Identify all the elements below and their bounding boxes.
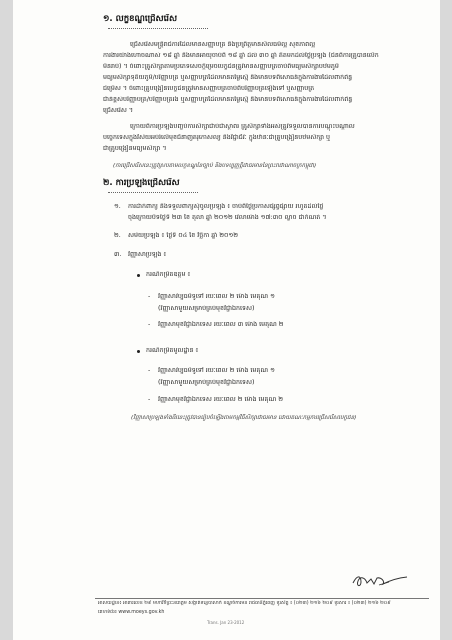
text-line: ជាន់ខ្ពស់បរិញ្ញាបត្រ/បរិញ្ញាបត្ររង ឬសញ្ញាបត្រដែលមានតម្លៃស្មើ និងមានបទពិសោធន៍ក្នុងការងារដែលពាក់ព័ន្ធ bbox=[103, 96, 353, 103]
section-2-note: (វិញ្ញាសាប្រឡងទាំងពីរនេះត្រូវបានរៀបចំឡើងតាមកម្មវិធីសិក្សាជាធរមាន ដោយគណៈកម្មការជ្រើសរើសបេក្ខជន) bbox=[131, 415, 357, 421]
item-number: ១. bbox=[114, 203, 121, 210]
group-label: ករណីកម្រិតមូលដ្ឋាន ៖ bbox=[146, 347, 199, 354]
text-line: វិញ្ញាសាប្រឡង ៖ bbox=[128, 251, 167, 258]
heading-underline bbox=[108, 28, 208, 29]
item-number: ៣. bbox=[114, 251, 122, 258]
bullet-icon bbox=[137, 274, 140, 277]
section-2-heading: ២. ការប្រឡងជ្រើសរើស bbox=[103, 178, 180, 188]
bullet-icon bbox=[137, 350, 140, 353]
text-line: ជាគ្រូបង្រៀនមធ្យមសិក្សា ។ bbox=[103, 145, 167, 152]
subject-note: (វិញ្ញាសាមួយសម្រាប់គ្រប់មុខវិជ្ជាឯកទេស) bbox=[158, 305, 255, 312]
document-page bbox=[13, 0, 440, 640]
dash-icon: - bbox=[148, 367, 151, 374]
text-line: មធ្យមសិក្សាទុតិយភូមិ/បរិញ្ញាបត្រ ឬសញ្ញាបត្រដែលមានតម្លៃស្មើ និងមានបទពិសោធន៍ក្នុងការងារដែលពាក់ព័ន្ធ bbox=[103, 74, 353, 81]
text-line: ជ្រើសរើស ។ bbox=[103, 107, 134, 114]
subject-line: វិញ្ញាសាវប្បធម៌ទូទៅ រយៈពេល ២ ម៉ោង មេគុណ ១ bbox=[158, 293, 275, 300]
heading-underline bbox=[108, 192, 198, 193]
subject-line: វិញ្ញាសាមុខវិជ្ជាឯកទេស រយៈពេល ២ ម៉ោង មេគុណ ២ bbox=[158, 396, 283, 403]
dash-icon: - bbox=[148, 396, 151, 403]
text-line: មិនរាប់) ។ ចំពោះគ្រូសិក្សាតាមប្រភេទសេចក្ដីម្រេចបេក្ខជនត្រូវមានសញ្ញាបត្រចាប់ពីមធ្យមសិក្សាបឋមភូមិ bbox=[103, 63, 339, 70]
text-line: ការដាក់ពាក្យ និងទទួលពាក្យសុំចូលប្រឡង ៖ ចាប់ពីថ្ងៃប្រកាសផ្សព្វផ្សាយ រហូតដល់ថ្ងៃ bbox=[128, 203, 324, 210]
footer-address: អាសយដ្ឋាន៖ អាគារលេខ ២៩ មហាវិថីព្រះនរោត្តម សង្កាត់ទន្លេបាសាក់ ខណ្ឌចំការមន រាជធានីភ្នំពេញ ទូរស័ព្ទ ៖ (០២៣) ២១៦ ២០៩ ទូរសារ ៖ (០២៣) ២១៦ ២០៩ bbox=[98, 601, 391, 606]
text-line: សម័យប្រឡង ៖ ថ្ងៃទី ០៤ ខែ វិច្ឆិកា ឆ្នាំ ២០១២ bbox=[128, 232, 238, 239]
footer-divider bbox=[95, 598, 429, 599]
text-line: ការងារយ៉ាងហោចណាស់ ១៨ ឆ្នាំ និងមានអាយុចាប់ពី ១៨ ឆ្នាំ ដល់ ៣០ ឆ្នាំ គិតមកដល់ថ្ងៃប្រឡង (ជនពិការគ្រូបានលើក bbox=[103, 52, 379, 59]
subject-line: វិញ្ញាសាមុខវិជ្ជាឯកទេស រយៈពេល ៣ ម៉ោង មេគុណ ២ bbox=[158, 321, 284, 328]
item-number: ២. bbox=[114, 232, 121, 239]
text-line: ចុងក្រោយបិទថ្ងៃទី ២៣ ខែ តុលា ឆ្នាំ ២០១២ វេលាម៉ោង ១៧:៣០ ល្ងាច ជាកំណត់ ។ bbox=[128, 214, 327, 221]
signature-icon bbox=[349, 569, 409, 591]
footer-website: គេហទំព័រ៖ www.moeys.gov.kh bbox=[98, 610, 165, 615]
dash-icon: - bbox=[148, 321, 151, 328]
subject-note: (វិញ្ញាសាមួយសម្រាប់គ្រប់មុខវិជ្ជាឯកទេស) bbox=[158, 379, 255, 386]
footer-code: Trans. Jan 23-2012 bbox=[207, 620, 245, 625]
text-line: បច្ចេកទេសក្នុងវិស័យអប់រំលើមុខជំនាញគរុកោសល្យ និងវិជ្ជាជីវៈ ក្នុងឋានៈជាគ្រូបង្រៀនបឋមសិក្សា ឬ bbox=[103, 134, 330, 141]
text-line: ក្រោយពីការប្រឡងបញ្ចប់ការសិក្សាជាប់ជាស្ថាពរ គ្រូសិក្សាទាំងអស់ត្រូវទទួលបានការបណ្ដុះបណ្ដាល bbox=[130, 123, 355, 130]
text-line: ជម្រើស ។ ចំពោះគ្រូបង្រៀនបេក្ខជនត្រូវមានសញ្ញាបត្រចាប់ពីបរិញ្ញាបត្រឡើងទៅ ឬសញ្ញាបត្រ bbox=[103, 85, 315, 92]
section-1-note: (ការជ្រើសរើសនេះត្រូវស្របតាមលក្ខខណ្ឌនៃច្បាប់ និងបទប្បញ្ញត្តិជាធរមាននៃព្រះរាជាណាចក្រកម្ពុជា) bbox=[113, 163, 317, 169]
text-line: ជ្រើសរើសមន្ត្រីរាជការដែលមានសញ្ញាបត្រ និងប្រព្រឹត្តមានសីលធម៌ល្អ សុខភាពល្អ bbox=[130, 41, 316, 48]
group-label: ករណីកម្រិតឧត្តម ៖ bbox=[146, 271, 191, 278]
subject-line: វិញ្ញាសាវប្បធម៌ទូទៅ រយៈពេល ២ ម៉ោង មេគុណ ១ bbox=[158, 367, 275, 374]
section-1-heading: ១. លក្ខខណ្ឌជ្រើសរើស bbox=[103, 14, 178, 24]
dash-icon: - bbox=[148, 293, 151, 300]
